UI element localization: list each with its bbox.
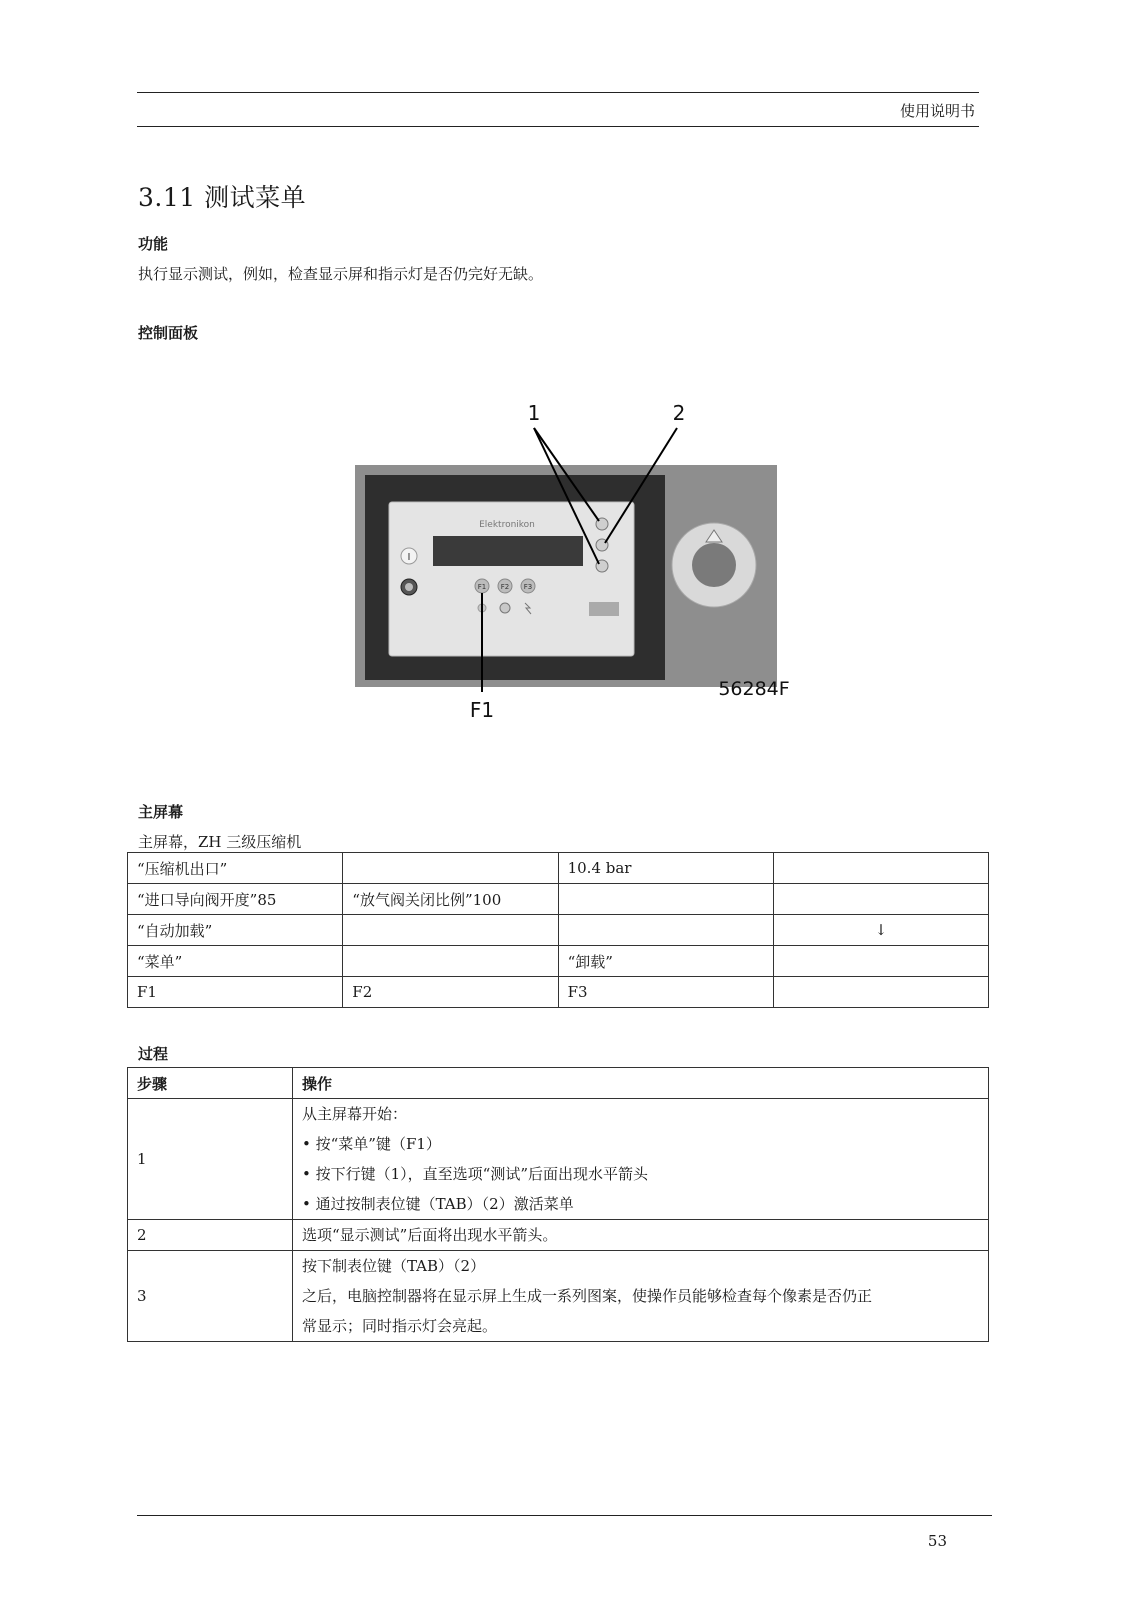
table-cell: F1 (128, 977, 343, 1008)
callout-2: 2 (672, 401, 686, 425)
step-line: 从主屏幕开始： (302, 1105, 408, 1123)
step-action (293, 1099, 989, 1220)
table-row (128, 977, 989, 1008)
table-cell (558, 915, 773, 946)
control-panel-figure (337, 390, 805, 755)
table-row (128, 853, 989, 884)
table-cell: “进口导向阀开度”85 (128, 884, 343, 915)
column-header-action: 操作 (293, 1068, 989, 1099)
table-header-row (128, 1068, 989, 1099)
main-screen-caption: 主屏幕，ZH 三级压缩机 (138, 833, 302, 851)
header-top-rule (137, 92, 979, 93)
step-number: 2 (128, 1220, 293, 1251)
table-row (128, 1220, 989, 1251)
table-row (128, 946, 989, 977)
table-cell (773, 946, 988, 977)
table-cell: F3 (558, 977, 773, 1008)
emergency-stop-button (692, 543, 736, 587)
footer-rule (137, 1515, 992, 1516)
column-header-step: 步骤 (128, 1068, 293, 1099)
step-line: 选项“显示测试”后面将出现水平箭头。 (302, 1226, 558, 1244)
f1-key-label: F1 (477, 583, 487, 591)
table-row (128, 884, 989, 915)
table-cell: “自动加载” (128, 915, 343, 946)
table-row (128, 915, 989, 946)
step-action (293, 1220, 989, 1251)
step-number: 3 (128, 1251, 293, 1342)
table-cell: “放气阀关闭比例”100 (343, 884, 558, 915)
table-cell (343, 853, 558, 884)
step-line: 之后，电脑控制器将在显示屏上生成一系列图案，使操作员能够检查每个像素是否仍正 (302, 1287, 873, 1305)
table-cell: “卸载” (558, 946, 773, 977)
indicator-led-2 (500, 603, 510, 613)
start-symbol: I (407, 552, 411, 563)
table-row (128, 1099, 989, 1220)
main-screen-table (127, 852, 989, 1008)
function-text: 执行显示测试，例如，检查显示屏和指示灯是否仍完好无缺。 (138, 265, 544, 283)
step-line: 常显示；同时指示灯会亮起。 (302, 1317, 498, 1335)
header-title: 使用说明书 (899, 102, 975, 120)
table-cell (773, 977, 988, 1008)
down-arrow-cell: ↓ (773, 915, 988, 946)
table-cell (773, 884, 988, 915)
control-panel-diagram (337, 390, 805, 755)
table-cell (343, 915, 558, 946)
table-cell: F2 (343, 977, 558, 1008)
logo-plate (589, 602, 619, 616)
table-cell (773, 853, 988, 884)
callout-f1: F1 (469, 698, 495, 722)
step-action (293, 1251, 989, 1342)
section-title: 3.11 测试菜单 (138, 183, 307, 212)
table-cell: “菜单” (128, 946, 343, 977)
step-line: • 按下行键（1），直至选项“测试”后面出现水平箭头 (302, 1165, 648, 1183)
table-cell (558, 884, 773, 915)
procedure-label: 过程 (138, 1045, 169, 1063)
main-screen-label: 主屏幕 (138, 803, 184, 821)
f2-key-label: F2 (500, 583, 510, 591)
table-cell (343, 946, 558, 977)
header-bottom-rule (137, 126, 979, 127)
step-line: • 按“菜单”键（F1） (302, 1135, 441, 1153)
figure-code: 56284F (718, 678, 790, 700)
table-row (128, 1251, 989, 1342)
table-cell: 10.4 bar (558, 853, 773, 884)
brand-text: Elektronikon (479, 520, 535, 530)
table-cell: “压缩机出口” (128, 853, 343, 884)
function-label: 功能 (138, 235, 169, 253)
stop-button-center (405, 583, 413, 591)
step-line: • 通过按制表位键（TAB）（2）激活菜单 (302, 1195, 574, 1213)
step-number: 1 (128, 1099, 293, 1220)
f3-key-label: F3 (523, 583, 533, 591)
lcd-display (433, 536, 583, 566)
callout-1: 1 (527, 401, 541, 425)
control-panel-label: 控制面板 (138, 324, 199, 342)
step-line: 按下制表位键（TAB）（2） (302, 1257, 486, 1275)
procedure-table (127, 1067, 989, 1342)
page-number: 53 (927, 1532, 947, 1550)
